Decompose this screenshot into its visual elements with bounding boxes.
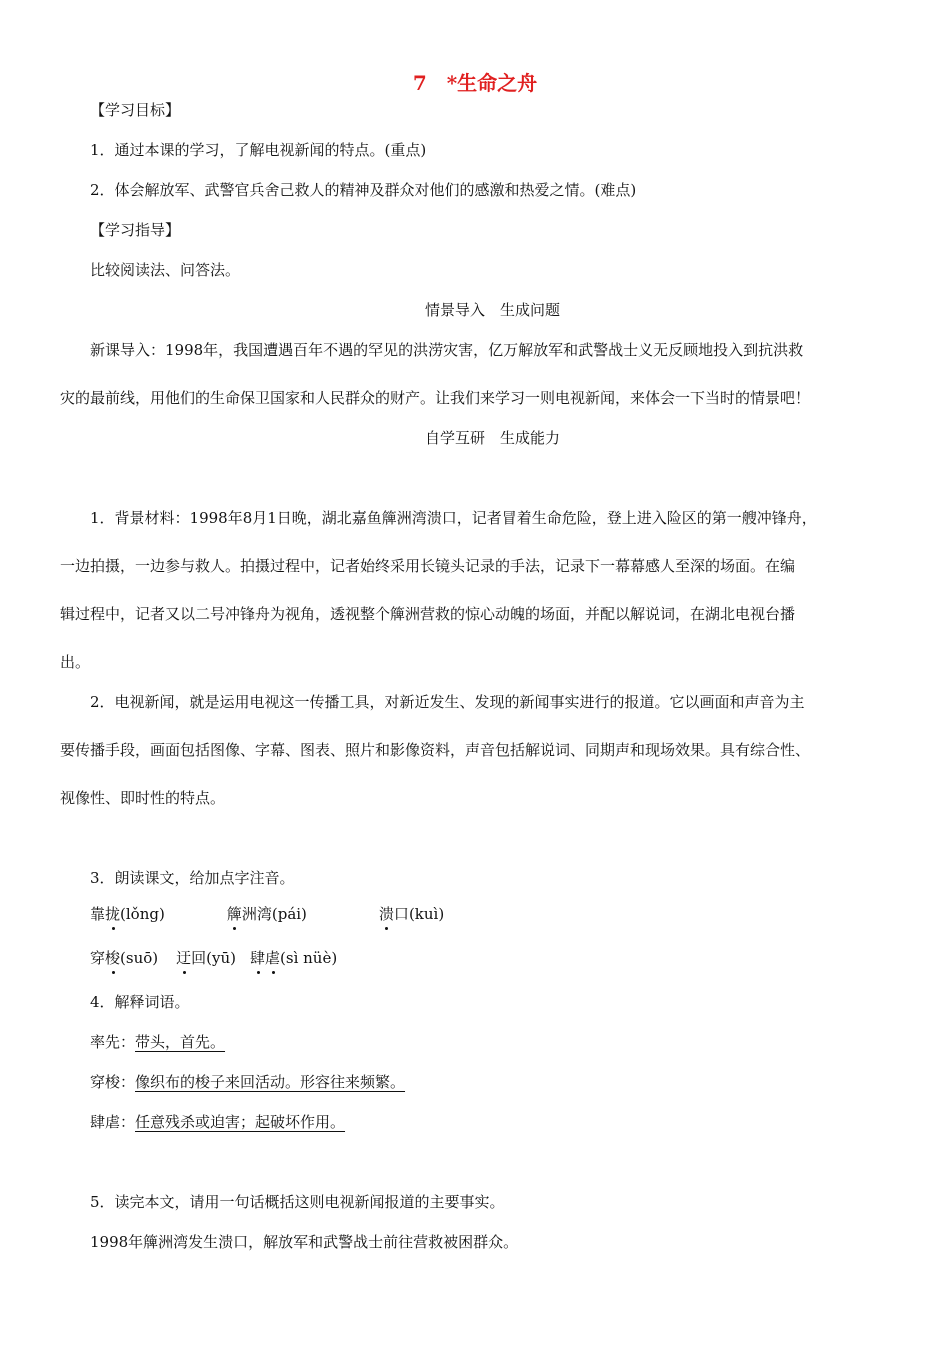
vocab-item-1 <box>90 1032 225 1052</box>
word-yuhui: 迂回(yū) <box>176 949 236 967</box>
word-chuansuo: 穿梭(suō) <box>90 949 159 967</box>
objective-item-2: 2．体会解放军、武警官兵舍己救人的精神及群众对他们的感激和热爱之情。(难点) <box>90 181 637 199</box>
intro-paragraph-line-1: 新课导入：1998年，我国遭遇百年不遇的罕见的洪涝灾害，亿万解放军和武警战士义无反顾地投入到抗洪救 <box>90 341 804 359</box>
pinyin-row-2 <box>90 948 337 968</box>
vocab-term-2: 穿梭： <box>90 1073 136 1091</box>
background-line-1: 1．背景材料：1998年8月1日晚，湖北嘉鱼簰洲湾溃口，记者冒着生命危险，登上进入险区的第一艘冲锋舟， <box>90 509 817 527</box>
tvnews-line-1: 2．电视新闻，就是运用电视这一传播工具，对新近发生、发现的新闻事实进行的报道。它以画面和声音为主 <box>90 693 805 711</box>
background-line-3: 辑过程中，记者又以二号冲锋舟为视角，透视整个簰洲营救的惊心动魄的场面，并配以解说词，在湖北电视台播 <box>60 605 796 623</box>
guidance-heading: 【学习指导】 <box>90 221 181 239</box>
vocab-item-3 <box>90 1112 345 1132</box>
vocab-definition-2: 像织布的梭子来回活动。形容往来频繁。 <box>135 1073 406 1091</box>
word-paizhouwan: 簰洲湾(pái) <box>226 905 307 923</box>
vocab-term-1: 率先： <box>90 1033 136 1051</box>
section-heading-intro: 情景导入 生成问题 <box>424 301 560 319</box>
objectives-heading: 【学习目标】 <box>90 101 181 119</box>
word-kuikou: 溃口(kuì) <box>378 905 445 923</box>
summary-answer: 1998年簰洲湾发生溃口，解放军和武警战士前往营救被困群众。 <box>90 1233 519 1251</box>
background-line-4: 出。 <box>60 653 91 671</box>
guidance-text: 比较阅读法、问答法。 <box>90 261 241 279</box>
pinyin-prompt: 3．朗读课文，给加点字注音。 <box>90 869 295 887</box>
objective-item-1: 1．通过本课的学习，了解电视新闻的特点。(重点) <box>90 141 427 159</box>
summary-prompt: 5．读完本文，请用一句话概括这则电视新闻报道的主要事实。 <box>90 1193 505 1211</box>
intro-paragraph-line-2: 灾的最前线，用他们的生命保卫国家和人民群众的财产。让我们来学习一则电视新闻，来体会一下当时的情景吧！ <box>60 389 811 407</box>
word-sinue: 肆虐(sì nüè) <box>250 949 338 967</box>
word-kaolong: 靠拢(lǒng) <box>90 905 165 923</box>
vocab-term-3: 肆虐： <box>90 1113 136 1131</box>
background-line-2: 一边拍摄，一边参与救人。拍摄过程中，记者始终采用长镜头记录的手法，记录下一幕幕感人至深的场面。在编 <box>60 557 796 575</box>
vocab-definition-3: 任意残杀或迫害；起破坏作用。 <box>135 1113 346 1131</box>
vocab-prompt: 4．解释词语。 <box>90 993 190 1011</box>
tvnews-line-3: 视像性、即时性的特点。 <box>60 789 226 807</box>
tvnews-line-2: 要传播手段，画面包括图像、字幕、图表、照片和影像资料，声音包括解说词、同期声和现场效果。具有综合性、 <box>60 741 811 759</box>
lesson-title: 7 *生命之舟 <box>412 71 538 95</box>
section-heading-selfstudy: 自学互研 生成能力 <box>424 429 560 447</box>
pinyin-row-1 <box>90 904 444 924</box>
vocab-definition-1: 带头，首先。 <box>135 1033 226 1051</box>
vocab-item-2 <box>90 1072 405 1092</box>
